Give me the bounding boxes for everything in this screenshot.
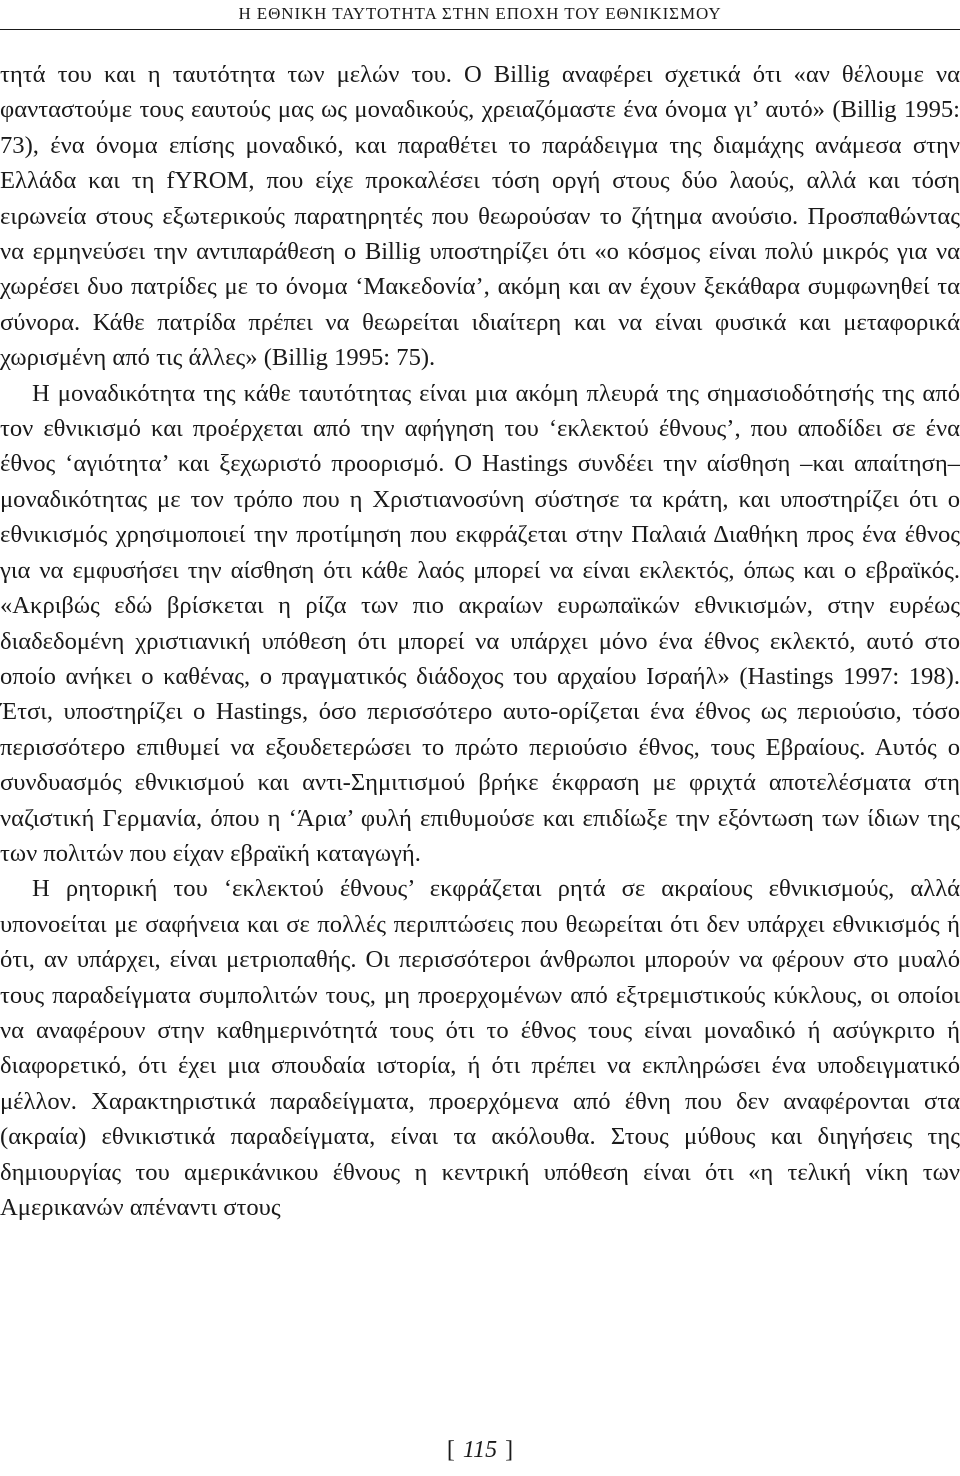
page-number: 115 [462,1437,498,1463]
paragraph-uniqueness: Η μοναδικότητα της κάθε ταυτότητας είναι μια ακόμη πλευρά της σημασιοδότησής της από τον εθνικισμό και προέρχεται από την αφήγηση του ‘εκλεκτού έθνους’, που αποδίδει σε ένα έθνος ‘αγιότητα’ και ξεχωριστό προορισμό. Ο Hastings συνδέει την αίσθηση –και απαίτηση– μοναδικότητας με τον τρόπο που η Χριστιανοσύνη σύστησε τα κράτη, και υποστηρίζει ότι ο εθνικισμός χρησιμοποιεί την προτίμηση που εκφράζεται στην Παλαιά Διαθήκη προς ένα έθνος για να εμφυσήσει την αίσθηση ότι κάθε λαός μπορεί να είναι εκλεκτός, όπως και ο εβραϊκός. «Ακριβώς εδώ βρίσκεται η ρίζα των πιο ακραίων ευρωπαϊκών εθνικισμών, στην ευρέως διαδεδομένη χριστιανική υπόθεση ότι μπορεί να υπάρχει μόνο ένα έθνος εκλεκτό, αυτό στο οποίο ανήκει ο καθένας, ο πραγματικός διάδοχος του αρχαίου Ισραήλ» (Hastings 1997: 198). Έτσι, υποστηρίζει ο Hastings, όσο περισσότερο αυτο-ορίζεται ένα έθνος ως περιούσιο, τόσο περισσότερο επιθυμεί να εξουδετερώσει το πρώτο περιούσιο έθνος, τους Εβραίους. Αυτός ο συνδυασμός εθνικισμού και αντι-Σημιτισμού βρήκε έκφραση με φριχτά αποτελέσματα στη ναζιστική Γερμανία, όπου η ‘Άρια’ φυλή επιθυμούσε και επιδίωξε την εξόντωση των ίδιων της των πολιτών που είχαν εβραϊκή καταγωγή. [0,379,960,867]
paragraph-continuation: τητά του και η ταυτότητα των μελών του. Ο Billig αναφέρει σχετικά ότι «αν θέλουμε να φανταστούμε τους εαυτούς μας ως μοναδικούς, χρειαζόμαστε ένα όνομα γι’ αυτό» (Billig 1995: 73), ένα όνομα επίσης μοναδικό, και παραθέτει το παράδειγμα της διαμάχης ανάμεσα στην Ελλάδα και τη fYROM, που είχε προκαλέσει τόση οργή στους δύο λαούς, αλλά και τόση ειρωνεία στους εξωτερικούς παρατηρητές που θεωρούσαν το ζήτημα ανούσιο. Προσπαθώντας να ερμηνεύσει την αντιπαράθεση ο Billig υποστηρίζει ότι «ο κόσμος είναι πολύ μικρός για να χωρέσει δυο πατρίδες με το όνομα ‘Μακεδονία’, ακόμη και αν έχουν ξεκάθαρα συμφωνηθεί τα σύνορα. Κάθε πατρίδα πρέπει να θεωρείται ιδιαίτερη και να είναι φυσικά και μεταφορικά χωρισμένη από τις άλλες» (Billig 1995: 75). [0,61,960,372]
running-header: Η ΕΘΝΙΚΗ ΤΑΥΤΟΤΗΤΑ ΣΤΗΝ ΕΠΟΧΗ ΤΟΥ ΕΘΝΙΚΙΣΜΟΥ [238,4,722,23]
page-number-footer [0,1432,960,1468]
page-number-bracket-open: [ [446,1437,455,1463]
body-text [0,57,960,1225]
page-number-bracket-close: ] [505,1437,514,1463]
paragraph-chosen-nation-rhetoric: Η ρητορική του ‘εκλεκτού έθνους’ εκφράζεται ρητά σε ακραίους εθνικισμούς, αλλά υπονοείται με σαφήνεια και σε πολλές περιπτώσεις που θεωρείται ότι δεν υπάρχει εθνικισμός ή ότι, αν υπάρχει, είναι μετριοπαθής. Οι περισσότεροι άνθρωποι μπορούν να φέρουν στο μυαλό τους παραδείγματα συμπολιτών τους, μη προερχομένων από εξτρεμιστικούς κύκλους, οι οποίοι να αναφέρουν στην καθημερινότητά τους ότι το έθνος τους είναι μοναδικό ή ασύγκριτο ή διαφορετικό, ότι έχει μια σπουδαία ιστορία, ή ότι πρέπει να εκπληρώσει ένα υποδειγματικό μέλλον. Χαρακτηριστικά παραδείγματα, προερχόμενα από έθνη που δεν αναφέρονται στα (ακραία) εθνικιστικά παραδείγματα, είναι τα ακόλουθα. Στους μύθους και διηγήσεις της δημιουργίας του αμερικάνικου έθνους η κεντρική υπόθεση είναι ότι «η τελική νίκη των Αμερικανών απέναντι στους [0,875,960,1221]
header-rule [0,29,960,30]
